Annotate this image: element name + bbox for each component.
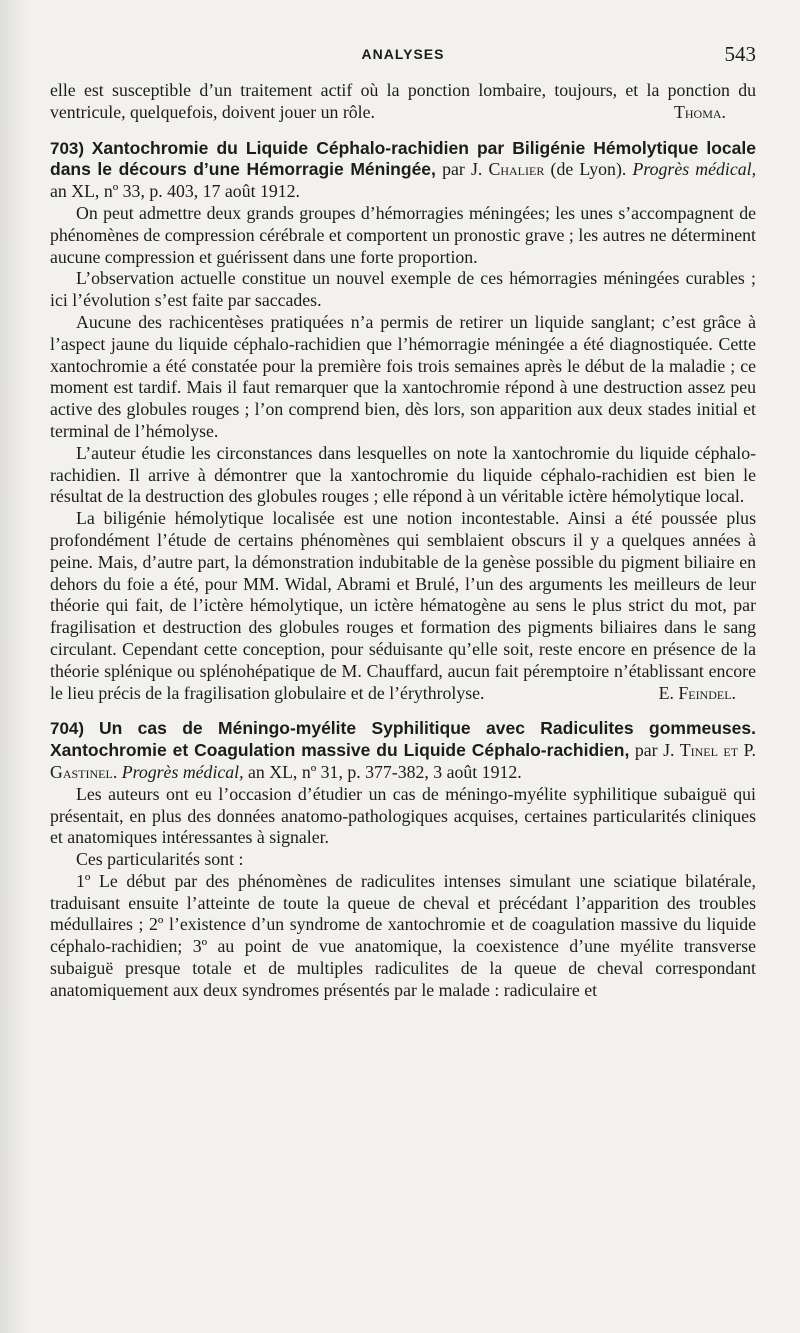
abstract-704 (50, 718, 756, 1001)
intro-paragraph (50, 80, 756, 124)
intro-text: elle est susceptible d’un traitement actif où la ponction lombaire, toujours, et la ponction du ventricule, quelquefois, doivent jouer un rôle. (50, 80, 756, 122)
abstract-703-number: 703) (50, 138, 85, 158)
abstract-703-paragraph-1: On peut admettre deux grands groupes d’hémorragies méningées; les unes s’accompagnent de phénomènes de compression cérébrale et comportent un pronostic grave ; les autres ne déterminent aucune compression et guérissent dans une forte proportion. (50, 202, 756, 267)
abstract-703-signature: E. Feindel. (658, 682, 736, 703)
running-head (50, 40, 756, 80)
page-number: 543 (724, 42, 756, 66)
abstract-704-paragraph-1: Les auteurs ont eu l’occasion d’étudier un cas de méningo-myélite syphilitique subaiguë qui présentait, en plus des données anatomo-pathologiques acquises, certaines particularités cliniques et anatomiques intéressantes à signaler. (50, 783, 756, 848)
scan-edge-shadow (0, 0, 30, 1333)
abstract-704-heading (50, 718, 756, 783)
abstract-703 (50, 138, 756, 705)
abstract-703-author: J. Chalier (470, 159, 545, 180)
abstract-703-byline-prefix: par (442, 159, 465, 180)
page (50, 40, 756, 1002)
intro-fragment (50, 80, 756, 124)
abstract-704-journal: Progrès médical, (121, 761, 244, 782)
abstract-704-authors: J. Tinel et P. Gastinel. (50, 740, 756, 782)
abstract-703-citation: an XL, nº 33, p. 403, 17 août 1912. (50, 181, 300, 202)
abstract-703-paragraph-4: L’auteur étudie les circonstances dans lesquelles on note la xantochromie du liquide céphalo-rachidien. Il arrive à démontrer que la xantochromie du liquide céphalo-rachidien est bien le résultat de la destruction des globules rouges ; elle répond à un véritable ictère hémolytique local. (50, 442, 756, 507)
abstract-703-paragraph-5-text: La biligénie hémolytique localisée est une notion incontestable. Ainsi a été poussée plus profondément l’étude de certains phénomènes qui semblaient obscurs il y a quelques années à peine. Mais, d’autre part, la démonstration indubitable de la genèse possible du pigment biliaire en dehors du foie a été, pour MM. Widal, Abrami et Brulé, l’un des arguments les meilleurs de leur théorie qui fait, de l’ictère hémolytique, un ictère hématogène au sens le plus strict du mot, par fragilisation et destruction des globules rouges et formation des pigments biliaires dans le sang circulant. Cependant cette conception, pour séduisante qu’elle soit, reste encore en présence de la théorie splénique ou splénohépatique de M. Chauffard, aucun fait péremptoire n’établissant encore le lieu précis de la fragilisation globulaire et de l’érythrolyse. (50, 508, 756, 703)
abstract-704-citation: an XL, nº 31, p. 377-382, 3 août 1912. (248, 761, 522, 782)
running-title: ANALYSES (361, 46, 445, 62)
abstract-704-number: 704) (50, 719, 85, 739)
abstract-704-title: Un cas de Méningo-myélite Syphilitique avec Radiculites gommeuses. Xantochromie et Coagulation massive du Liquide Céphalo-rachidien, (50, 718, 756, 761)
abstract-703-title: Xantochromie du Liquide Céphalo-rachidien par Biligénie Hémolytique locale dans le décours d’une Hémorragie Méningée, (50, 137, 756, 180)
abstract-704-paragraph-2: Ces particularités sont : (76, 849, 244, 870)
abstract-704-paragraph-3: 1º Le début par des phénomènes de radiculites intenses simulant une sciatique bilatérale, traduisant ensuite l’atteinte de toute la queue de cheval et précédant l’apparition des troubles médullaires ; 2º l’existence d’un syndrome de xantochromie et de coagulation massive du liquide céphalo-rachidien; 3º au point de vue anatomique, la coexistence d’une myélite transverse subaiguë presque totale et de multiples radiculites de la queue de cheval correspondant anatomiquement aux deux syndromes présentés par le malade : radiculaire et (50, 870, 756, 1000)
abstract-703-paragraph-3: Aucune des rachicentèses pratiquées n’a permis de retirer un liquide sanglant; c’est grâce à l’aspect jaune du liquide céphalo-rachidien que l’hémorragie méningée a été diagnostiquée. Cette xantochromie a été constatée pour la première fois trois semaines après le début de la maladie ; ce moment est tardif. Mais il faut remarquer que la xantochromie répond à une destruction assez peu active des globules rouges ; l’on comprend bien, dès lors, son apparition aux deux stades initial et terminal de l’hémolyse. (50, 311, 756, 441)
abstract-703-heading (50, 138, 756, 203)
abstract-703-origin: (de Lyon). (550, 159, 627, 180)
abstract-703-paragraph-5 (50, 508, 756, 704)
intro-signature: Thoma. (674, 101, 726, 122)
abstract-703-paragraph-2: L’observation actuelle constitue un nouvel exemple de ces hémorragies méningées curables ; ici l’évolution s’est faite par saccades. (50, 268, 756, 311)
abstract-704-byline-prefix: par (634, 740, 658, 761)
abstract-703-journal: Progrès médical, (632, 159, 757, 180)
